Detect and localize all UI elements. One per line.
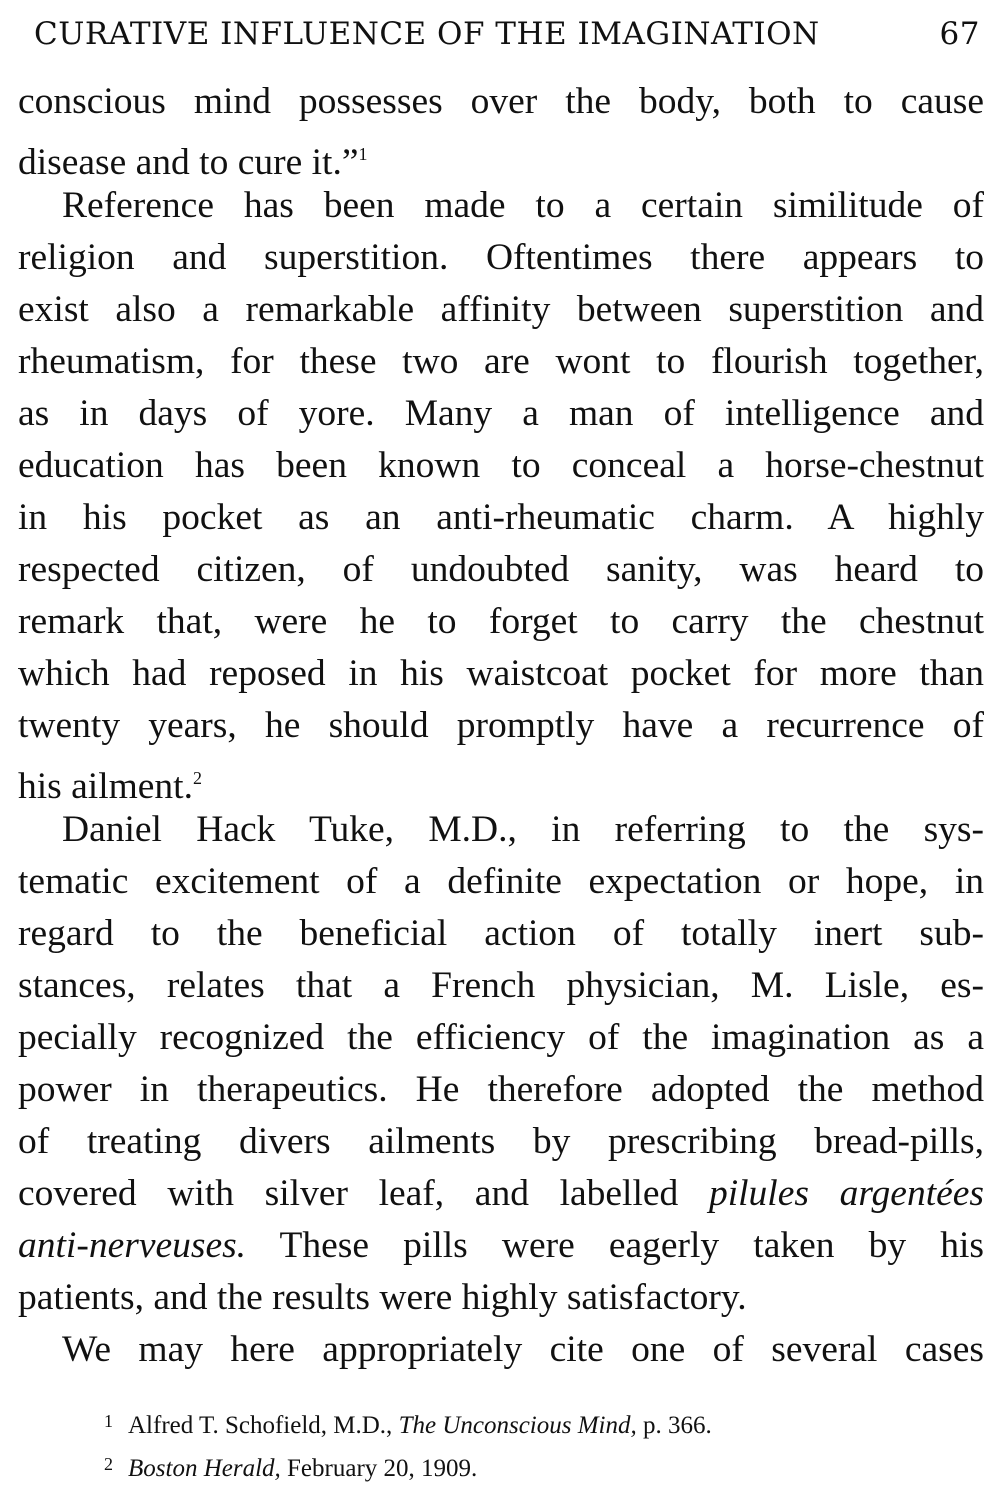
- text-line: power in therapeutics. He therefore adopted the method: [18, 1069, 984, 1110]
- footnote-mark: 2: [104, 1454, 113, 1474]
- text-line: rheumatism, for these two are wont to flourish together,: [18, 341, 984, 382]
- paragraph-start-line: Reference has been made to a certain similitude of: [62, 185, 984, 226]
- text-line: [18, 128, 984, 183]
- text-line: conscious mind possesses over the body, both to cause: [18, 81, 984, 122]
- italic-phrase: pilules argentées: [708, 1173, 984, 1214]
- footnote-1: [104, 1402, 712, 1445]
- footnote-ref: 2: [192, 768, 202, 788]
- footnotes: [104, 1402, 712, 1488]
- text-line: remark that, were he to forget to carry the chestnut: [18, 601, 984, 642]
- footnote-text: February 20, 1909.: [287, 1455, 478, 1482]
- text-line: education has been known to conceal a horse-chestnut: [18, 445, 984, 486]
- text-line: of treating divers ailments by prescribing bread-pills,: [18, 1121, 984, 1162]
- text-line: in his pocket as an anti-rheumatic charm. A highly: [18, 497, 984, 538]
- footnote-ref: 1: [358, 144, 368, 164]
- text-line-content: disease and to cure it.”: [18, 142, 359, 183]
- text-line: twenty years, he should promptly have a recurrence of: [18, 705, 984, 746]
- text-line: religion and superstition. Oftentimes there appears to: [18, 237, 984, 278]
- text-line: tematic excitement of a definite expectation or hope, in: [18, 861, 984, 902]
- text-line: [18, 1220, 984, 1272]
- text-line: [18, 752, 984, 807]
- text-line: regard to the beneficial action of totally inert sub-: [18, 913, 984, 954]
- text-line: respected citizen, of undoubted sanity, was heard to: [18, 549, 984, 590]
- text-line-content: covered with silver leaf, and labelled: [18, 1173, 679, 1214]
- text-line: exist also a remarkable affinity between superstition and: [18, 289, 984, 330]
- book-title: The Unconscious Mind,: [398, 1412, 637, 1439]
- text-line: as in days of yore. Many a man of intelligence and: [18, 393, 984, 434]
- text-line: stances, relates that a French physician, M. Lisle, es-: [18, 965, 984, 1006]
- text-line: which had reposed in his waistcoat pocket for more than: [18, 653, 984, 694]
- newspaper-title: Boston Herald,: [128, 1455, 281, 1482]
- text-line: pecially recognized the efficiency of the imagination as a: [18, 1017, 984, 1058]
- text-line-content: These pills were eagerly taken by his: [279, 1225, 984, 1266]
- footnote-text: p. 366.: [642, 1412, 712, 1439]
- text-line-content: his ailment.: [18, 766, 193, 807]
- page-number: 67: [939, 16, 980, 52]
- footnote-text: Alfred T. Schofield, M.D.,: [128, 1412, 393, 1439]
- body-text: [18, 76, 984, 1376]
- paragraph-start-line: We may here appropriately cite one of several cases: [62, 1329, 984, 1370]
- running-header: [34, 14, 980, 54]
- footnote-mark: 1: [104, 1411, 113, 1431]
- running-title: CURATIVE INFLUENCE OF THE IMAGINATION: [34, 16, 820, 52]
- paragraph-start-line: Daniel Hack Tuke, M.D., in referring to the sys-: [62, 809, 984, 850]
- text-line: patients, and the results were highly satisfactory.: [18, 1277, 747, 1318]
- italic-phrase: anti-nerveuses.: [18, 1225, 247, 1266]
- footnote-2: [104, 1445, 712, 1488]
- text-line: [18, 1168, 984, 1220]
